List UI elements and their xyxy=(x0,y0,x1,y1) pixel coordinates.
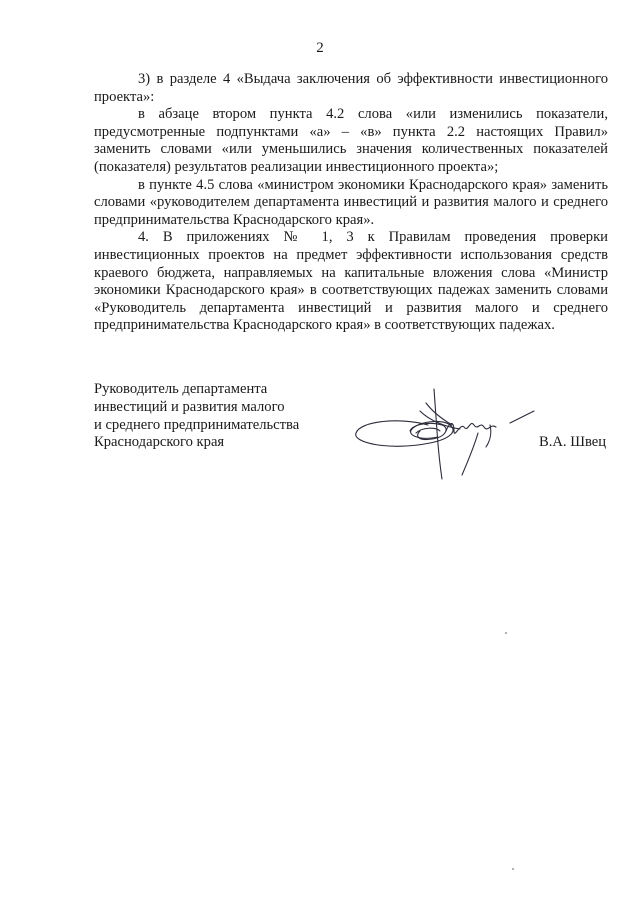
page-number: 2 xyxy=(316,40,324,56)
position-line: и среднего предпринимательства xyxy=(94,416,300,433)
position-line: инвестиций и развития малого xyxy=(94,398,285,415)
signer-name: В.А. Швец xyxy=(539,434,607,450)
paragraph-point-4: 4. В приложениях № 1, 3 к Правилам проведения проверки инвестиционных проектов на предмет эффективности использования средств краевого бюджета, направляемых на капитальные вложения слова «Министр экономики Краснодарского края» в соответствующих падежах заменить словами «Руководитель департамента инвестиций и развития малого и среднего предпринимательства Краснодарского края» в соответствующих падежах. xyxy=(94,229,608,334)
document-body xyxy=(94,71,608,335)
scan-speck xyxy=(512,868,514,870)
paragraph-item-4-2: в абзаце втором пункта 4.2 слова «или изменились показатели, предусмотренные подпунктами «а» – «в» пункта 2.2 настоящих Правил» заменить словами «или уменьшились значения количественных показателей (показателя) результатов реализации инвестиционного проекта»; xyxy=(94,106,608,175)
paragraph-item-4-5: в пункте 4.5 слова «министром экономики Краснодарского края» заменить словами «руководителем департамента инвестиций и развития малого и среднего предпринимательства Краснодарского края». xyxy=(94,176,608,228)
position-line: Краснодарского края xyxy=(94,434,225,451)
scan-speck xyxy=(505,632,507,634)
position-line: Руководитель департамента xyxy=(94,381,268,397)
signer-position-title xyxy=(94,381,299,452)
paragraph-section-4-heading: 3) в разделе 4 «Выдача заключения об эффективности инвестиционного проекта»: xyxy=(94,71,608,105)
handwritten-signature-icon xyxy=(350,381,540,486)
signature-block xyxy=(94,381,608,501)
